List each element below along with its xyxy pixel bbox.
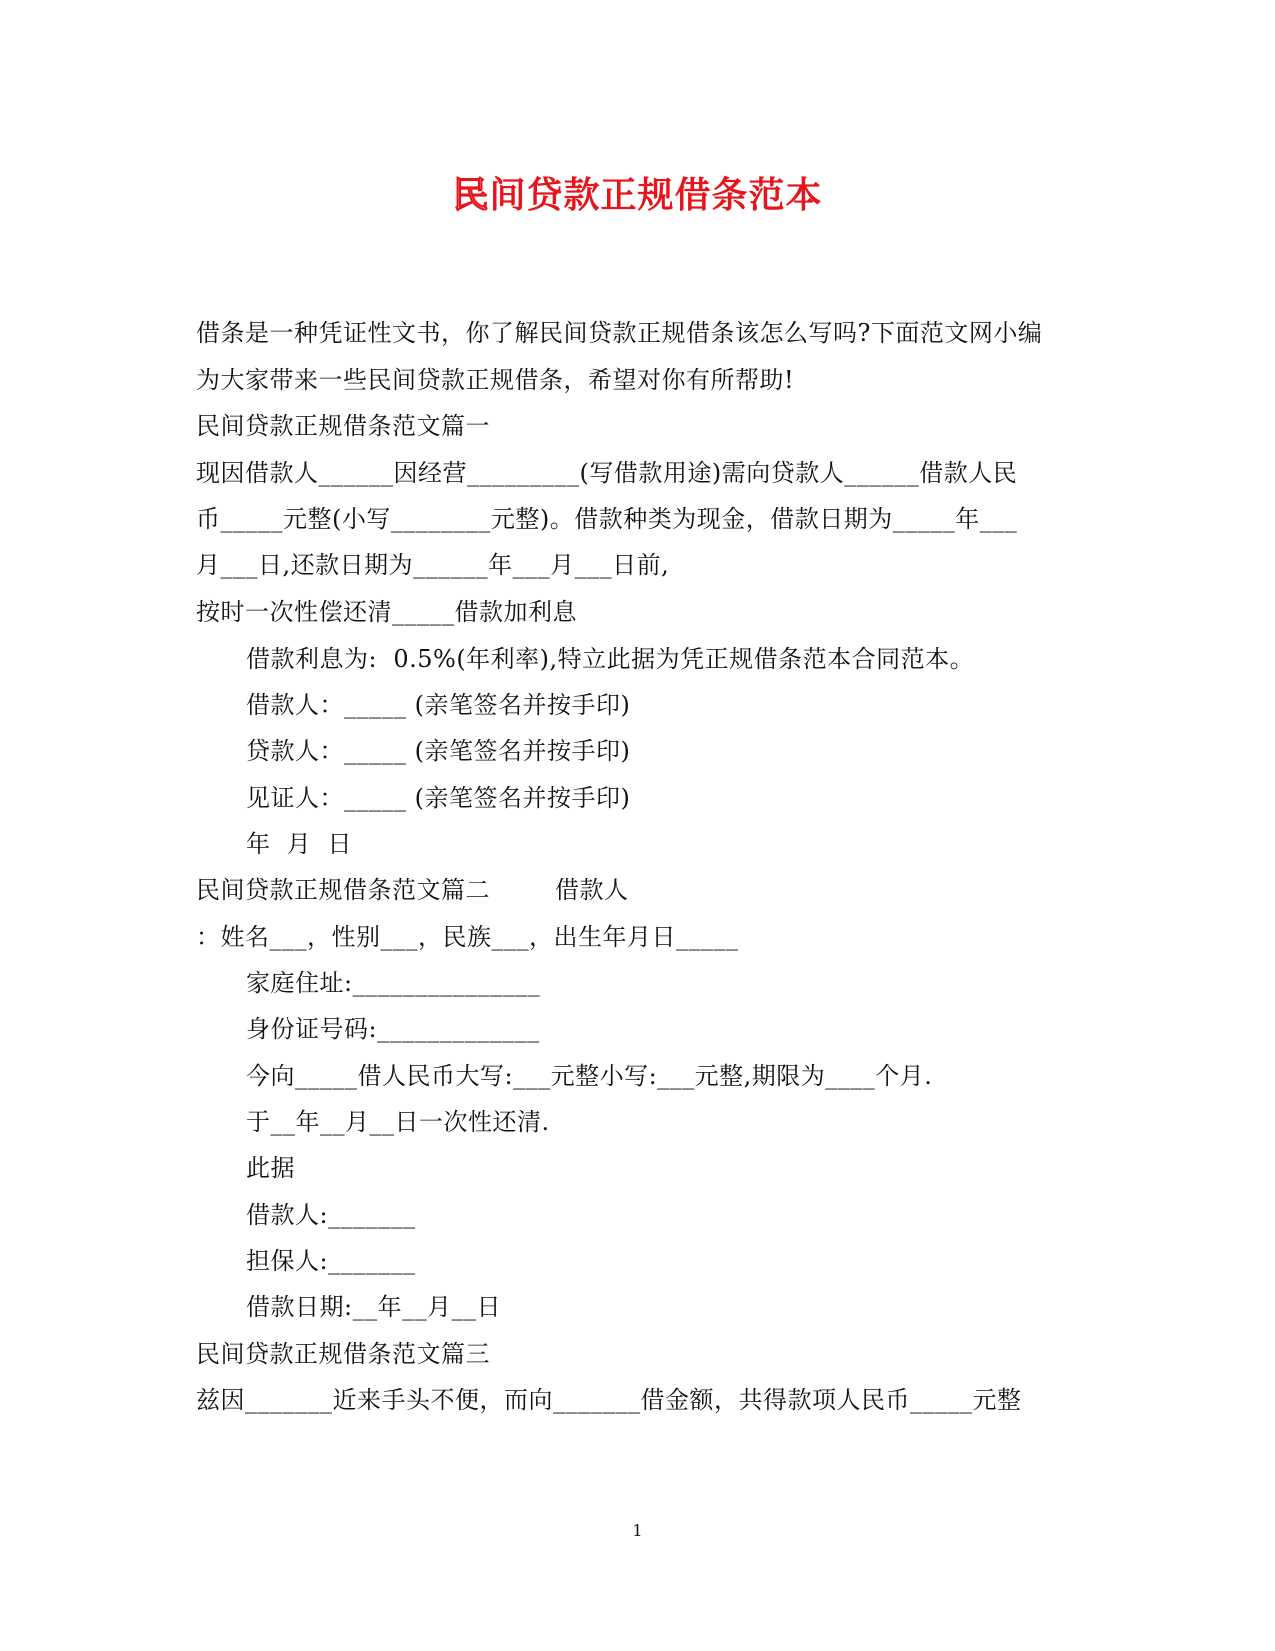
address-line: 家庭住址:_______________	[246, 969, 541, 997]
intro-line-2: 为大家带来一些民间贷款正规借条，希望对你有所帮助!	[196, 366, 795, 394]
intro-line-1: 借条是一种凭证性文书，你了解民间贷款正规借条该怎么写吗?下面范文网小编	[196, 319, 1043, 347]
document-title	[0, 170, 1275, 220]
section-heading-1: 民间贷款正规借条范文篇一	[196, 412, 490, 440]
section-heading-2: 民间贷款正规借条范文篇二 借款人	[196, 876, 629, 904]
repayment-line: 于__年__月__日一次性还清.	[246, 1108, 550, 1136]
witness-signature-line: 见证人：_____ (亲笔签名并按手印)	[246, 784, 631, 812]
interest-line: 借款利息为: 0.5%(年利率),特立此据为凭正规借条范本合同范本。	[246, 645, 975, 673]
body-line: ：姓名___，性别___，民族___，出生年月日_____	[196, 923, 739, 951]
date-line: 年 月 日	[246, 830, 353, 858]
body-line: 现因借款人______因经营_________(写借款用途)需向贷款人______借款人民	[196, 459, 1018, 487]
evidence-line: 此据	[246, 1154, 295, 1182]
loan-date-line: 借款日期:__年__月__日	[246, 1293, 502, 1321]
body-line: 月___日,还款日期为______年___月___日前,	[196, 551, 670, 579]
body-line: 兹因_______近来手头不便，而向_______借金额，共得款项人民币_____元整	[196, 1386, 1022, 1414]
section-heading-3: 民间贷款正规借条范文篇三	[196, 1340, 490, 1368]
body-line: 币_____元整(小写________元整)。借款种类为现金，借款日期为_____年___	[196, 505, 1018, 533]
borrower-line: 借款人:_______	[246, 1201, 416, 1229]
lender-signature-line: 贷款人：_____ (亲笔签名并按手印)	[246, 737, 631, 765]
guarantor-line: 担保人:_______	[246, 1247, 416, 1275]
page-number: 1	[632, 1521, 643, 1540]
id-number-line: 身份证号码:_____________	[246, 1015, 540, 1043]
body-line: 按时一次性偿还清_____借款加利息	[196, 598, 577, 626]
loan-amount-line: 今向_____借人民币大写:___元整小写:___元整,期限为____个月.	[246, 1062, 933, 1090]
title-rest: 间贷款正规借条范本	[489, 174, 823, 216]
borrower-signature-line: 借款人：_____ (亲笔签名并按手印)	[246, 691, 631, 719]
title-first-char: 民	[452, 174, 490, 216]
